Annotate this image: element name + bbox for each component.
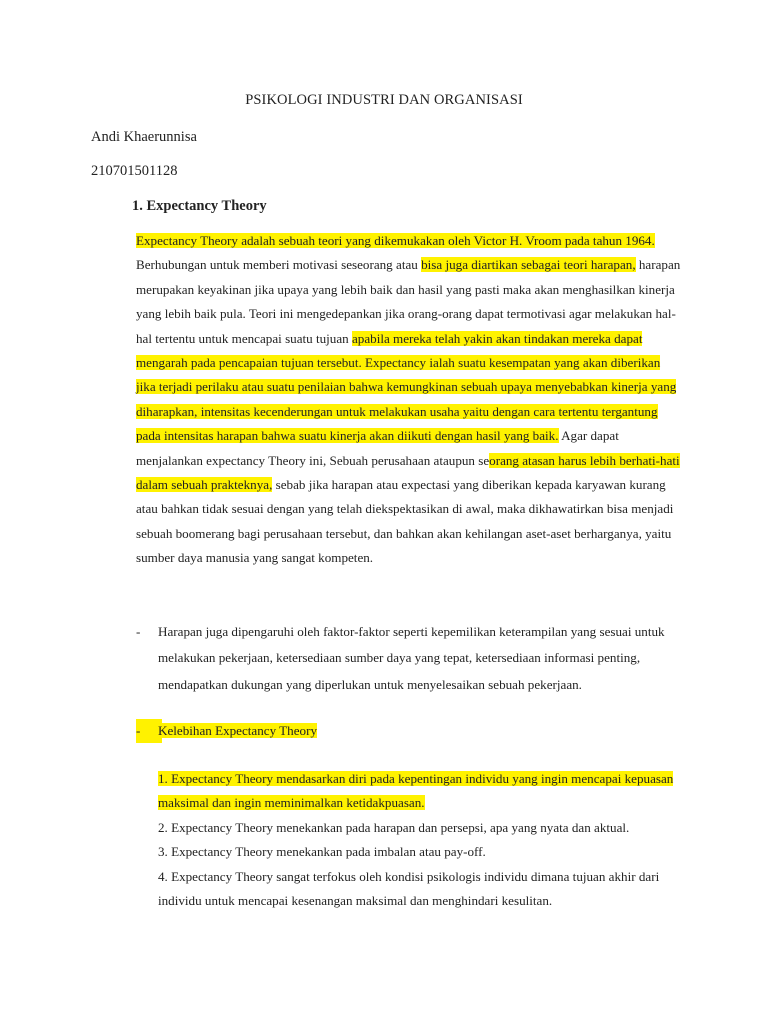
list-item: 2. Expectancy Theory menekankan pada harapan dan persepsi, apa yang nyata dan aktual.: [158, 819, 630, 835]
student-id: 210701501128: [91, 163, 178, 179]
advantages-list: [158, 767, 678, 913]
list-item: 3. Expectancy Theory menekankan pada imbalan atau pay-off.: [158, 844, 486, 860]
factors-bullet: Harapan juga dipengaruhi oleh faktor-faktor seperti kepemilikan keterampilan yang sesuai untuk melakukan pekerjaan, ketersediaan sumber daya yang tepat, ketersediaan informasi penting, mendapatkan dukungan yang diperlukan untuk menyelesaikan sebuah pekerjaan.: [158, 624, 665, 692]
bullet-dash-highlighted: -: [136, 719, 162, 743]
advantages-heading: Kelebihan Expectancy Theory: [158, 723, 317, 738]
paragraph-text: harapan merupakan keyakinan jika upaya yang lebih baik dan hasil yang pasti maka akan menghasilkan kinerja yang lebih baik pula. Teori ini mengedepankan jika orang-orang dapat termotivasi agar melakukan hal-hal tertentu untuk mencapai suatu tujuan: [136, 257, 681, 346]
paragraph-text: Agar dapat menjalankan expectancy Theory ini, Sebuah perusahaan ataupun se: [136, 428, 619, 468]
highlighted-text: orang atasan harus lebih berhati-hati dalam sebuah prakteknya,: [136, 452, 680, 493]
bullet-dash: -: [136, 624, 141, 639]
highlighted-text: apabila mereka telah yakin akan tindakan mereka dapat mengarah pada pencapaian tujuan tersebut. Expectancy ialah suatu kesempatan yang akan diberikan jika terjadi perilaku atau suatu penilaian bahwa kemungkinan sebuah upaya menyebabkan kinerja yang diharapkan, intensitas kecenderungan untuk melakukan usaha yaitu dengan cara tertentu tergantung pada intensitas harapan bahwa suatu kinerja akan diikuti dengan hasil yang baik.: [136, 330, 677, 444]
highlighted-text: Expectancy Theory adalah sebuah teori yang dikemukakan oleh Victor H. Vroom pada tahun 1964.: [136, 233, 655, 248]
paragraph-text: Berhubungan untuk memberi motivasi seseorang atau: [136, 257, 422, 273]
section-heading: 1. Expectancy Theory: [132, 198, 267, 214]
main-paragraph: [136, 229, 681, 571]
paragraph-text: sebab jika harapan atau expectasi yang diberikan kepada karyawan kurang atau bahkan tidak sesuai dengan yang telah diekspektasikan di awal, maka dikhawatirkan bisa menjadi sebuah boomerang bagi perusahaan tersebut, dan bahkan akan kehilangan aset-aset berharganya, yaitu sumber daya manusia yang sangat kompeten.: [136, 477, 674, 566]
author-name: Andi Khaerunnisa: [91, 129, 197, 145]
document-title: PSIKOLOGI INDUSTRI DAN ORGANISASI: [245, 92, 523, 108]
list-item: 1. Expectancy Theory mendasarkan diri pada kepentingan individu yang ingin mencapai kepuasan maksimal dan ingin meminimalkan ketidakpuasan.: [158, 771, 674, 811]
highlighted-text: bisa juga diartikan sebagai teori harapan,: [421, 257, 636, 273]
list-item: 4. Expectancy Theory sangat terfokus oleh kondisi psikologis individu dimana tujuan akhir dari individu untuk mencapai kesenangan maksimal dan menghindari kesulitan.: [158, 868, 660, 909]
